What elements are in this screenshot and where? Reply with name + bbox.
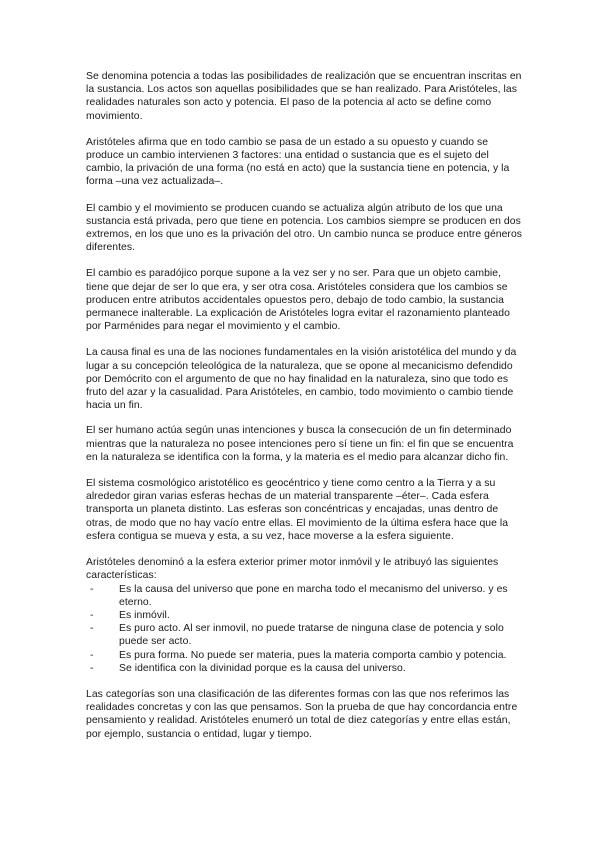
list-item-text: Es puro acto. Al ser inmovil, no puede tratarse de ninguna clase de potencia y solo puede ser acto. [119, 623, 504, 648]
paragraph-cambio-factores: Aristóteles afirma que en todo cambio se pasa de un estado a su opuesto y cuando se produce un cambio intervienen 3 factores: una entidad o sustancia que es el sujeto del cambio, la privación de una forma (no está en acto) que la sustancia tiene en potencia, y la forma –una vez actualizada–. [86, 136, 510, 188]
paragraph-sistema-cosmologico: El sistema cosmológico aristotélico es geocéntrico y tiene como centro a la Tierra y a su alrededor giran varias esferas hechas de un material transparente –éter–. Cada esfera transporta un planeta distinto. Las esferas son concéntricas y encajadas, unas dentro de otras, de modo que no hay vacío entre ellas. El movimiento de la última esfera hace que la esfera contigua se mueva y esta, a su vez, hace moverse a la esfera siguiente. [86, 478, 509, 542]
paragraph-categorias: Las categorías son una clasificación de las diferentes formas con las que nos referimos las realidades concretas y con las que pensamos. Son la prueba de que hay concordancia entre pensamiento y realidad. Aristóteles enumeró un total de diez categorías y entre ellas están, por ejemplo, sustancia o entidad, lugar y tiempo. [86, 688, 518, 740]
paragraph-ser-humano: El ser humano actúa según unas intenciones y busca la consecución de un fin determinado mientras que la naturaleza no posee intenciones pero sí tiene un fin: el fin que se encuentra en la naturaleza se identifica con la forma, y la materia es el medio para alcanzar dicho fin. [86, 425, 514, 463]
list-item-text: Se identifica con la divinidad porque es la causa del universo. [119, 662, 406, 674]
paragraph-potencia: Se denomina potencia a todas las posibilidades de realización que se encuentran inscritas en la sustancia. Los actos son aquellas posibilidades que se han realizado. Para Aristóteles, las realidades naturales son acto y potencia. El paso de la potencia al acto se define como movimiento. [86, 71, 522, 122]
paragraph-primer-motor: Aristóteles denominó a la esfera exterior primer motor inmóvil y le atribuyó las siguientes características: [86, 557, 499, 582]
list-item [86, 583, 522, 609]
document-page [86, 70, 522, 754]
paragraph-cambio-paradojico: El cambio es paradójico porque supone a la vez ser y no ser. Para que un objeto cambie, tiene que dejar de ser lo que era, y ser otra cosa. Aristóteles considera que los cambios se producen entre atributos accidentales opuestos pero, debajo de todo cambio, la sustancia permanece inalterable. La explicación de Aristóteles logra evitar el razonamiento planteado por Parménides para negar el movimiento y el cambio. [86, 268, 510, 333]
list-item [86, 622, 522, 648]
list-marker: - [90, 623, 94, 635]
list-item [86, 649, 522, 662]
list-item [86, 609, 522, 622]
list-item [86, 662, 522, 675]
list-marker: - [90, 583, 94, 595]
characteristics-list [86, 583, 522, 675]
list-item-text: Es inmóvil. [119, 609, 170, 621]
list-marker: - [90, 609, 94, 621]
list-item-text: Es pura forma. No puede ser materia, pues la materia comporta cambio y potencia. [119, 649, 507, 661]
paragraph-cambio-movimiento: El cambio y el movimiento se producen cuando se actualiza algún atributo de los que una sustancia está privada, pero que tiene en potencia. Los cambios siempre se producen en dos extremos, en los que uno es la privación del otro. Un cambio nunca se produce entre géneros diferentes. [86, 202, 523, 254]
list-marker: - [90, 649, 94, 661]
list-item-text: Es la causa del universo que pone en marcha todo el mecanismo del universo. y es eterno. [119, 583, 508, 608]
paragraph-causa-final: La causa final es una de las nociones fundamentales en la visión aristotélica del mundo y da lugar a su concepción teleológica de la naturaleza, que se opone al mecanicismo defendido por Demócrito con el argumento de que no hay finalidad en la naturaleza, sino que todo es fruto del azar y la casualidad. Para Aristóteles, en cambio, todo movimiento o cambio tiende hacia un fin. [86, 347, 517, 412]
list-marker: - [90, 662, 94, 674]
